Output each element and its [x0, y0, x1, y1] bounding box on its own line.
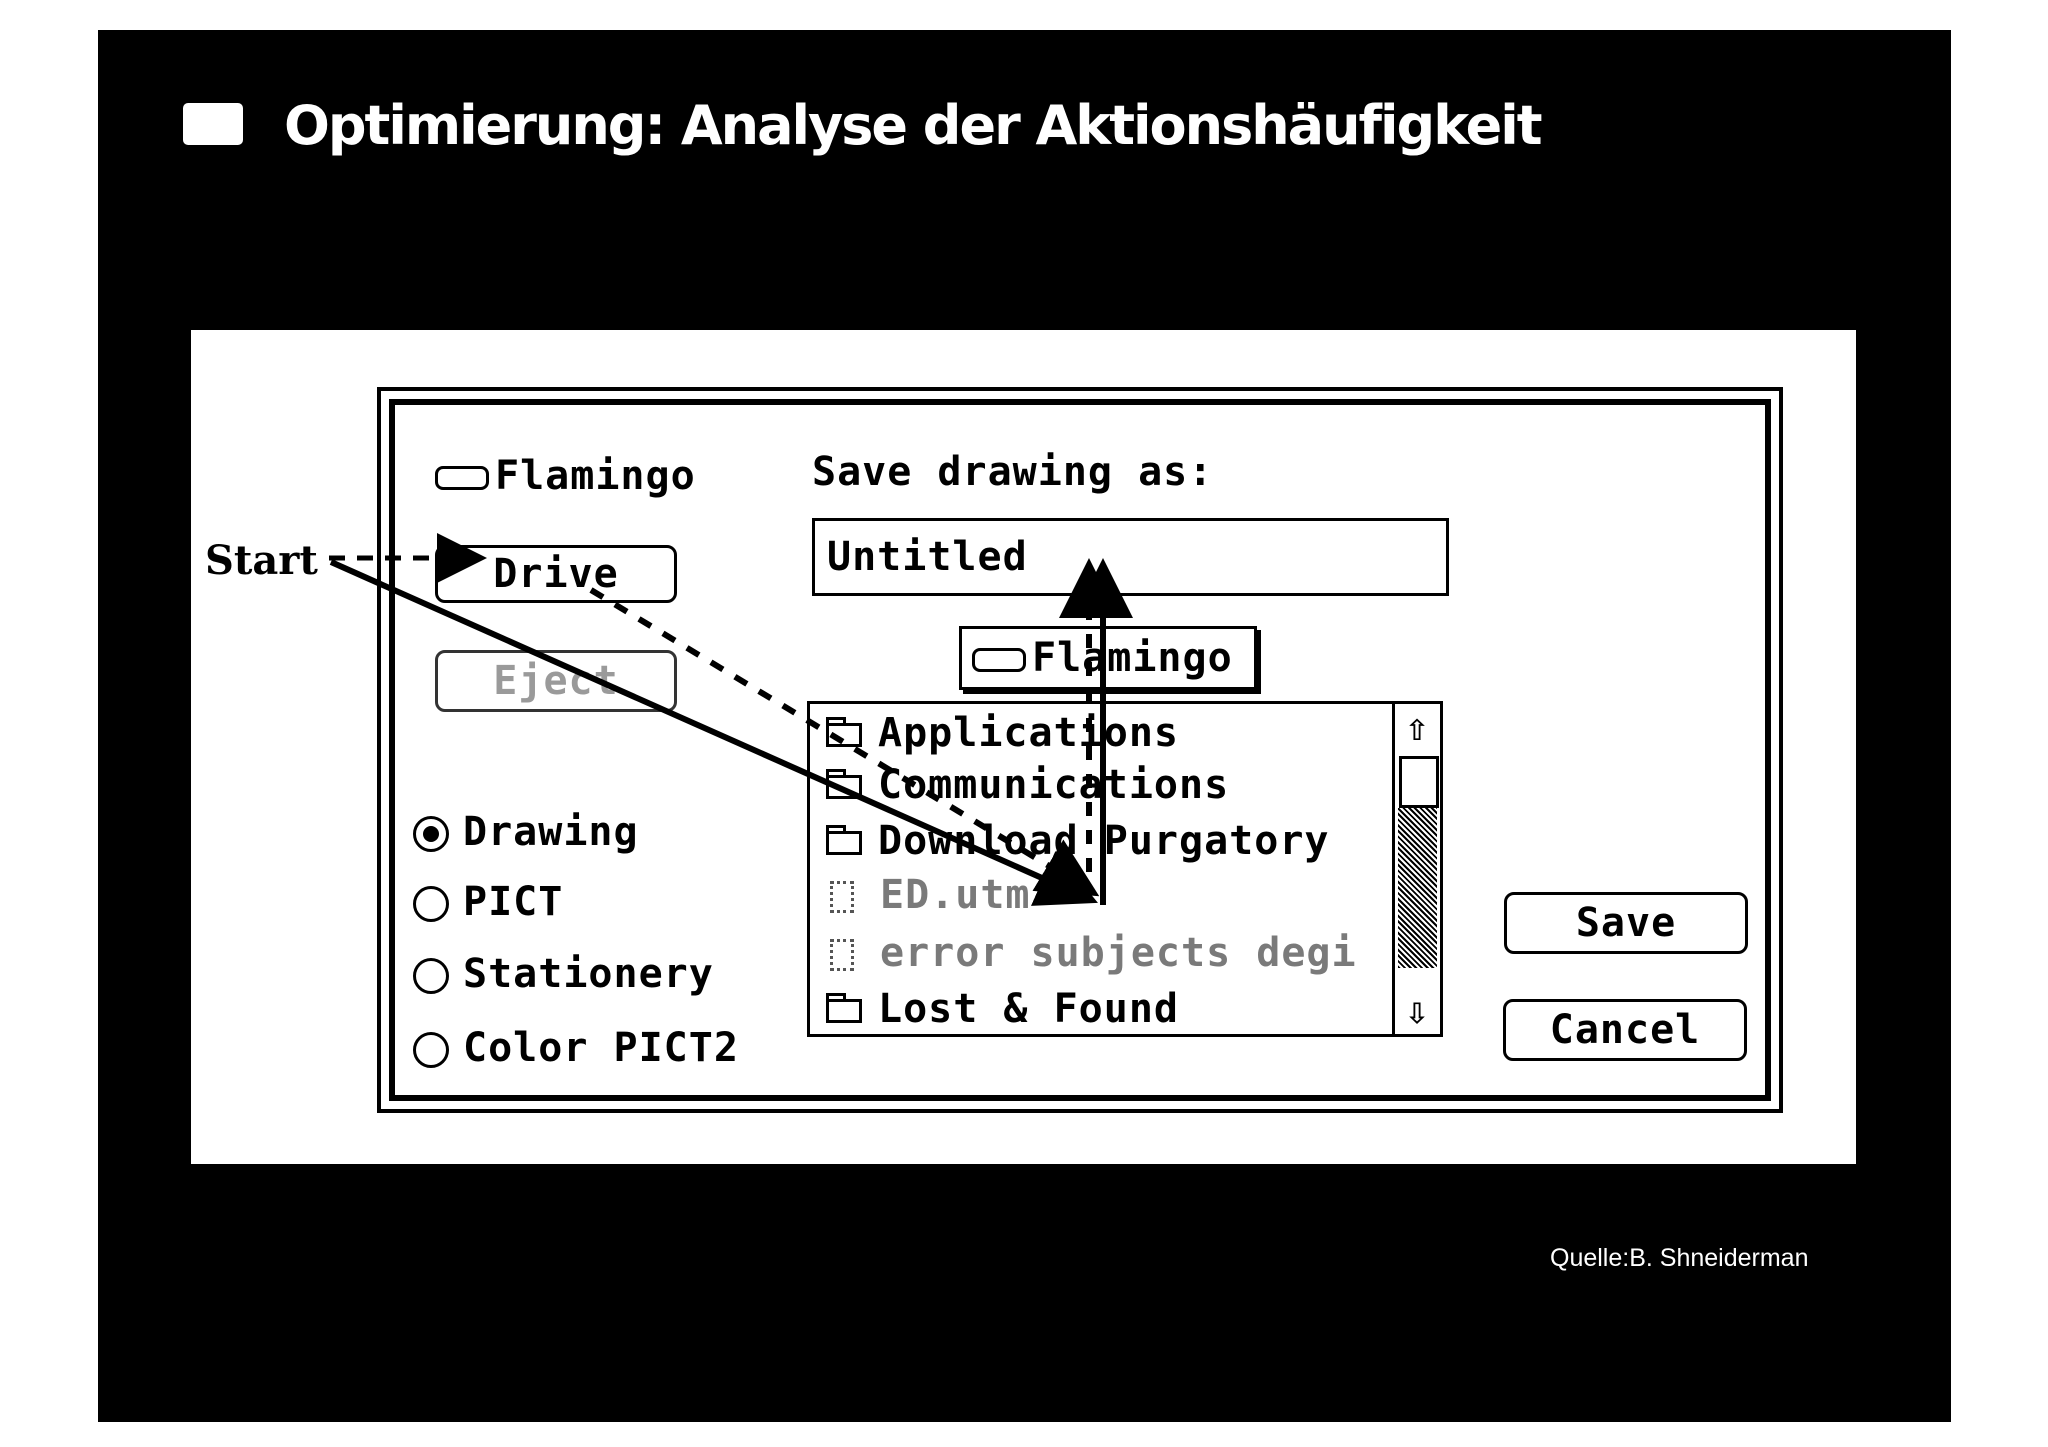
list-item-label: Communications — [878, 762, 1230, 808]
list-item-label: Download Purgatory — [878, 818, 1330, 864]
eject-button[interactable]: Eject — [435, 650, 677, 712]
scroll-up-arrow-icon[interactable]: ⇧ — [1405, 705, 1430, 749]
volume-name: Flamingo — [495, 453, 696, 499]
figure-panel — [191, 330, 1856, 1164]
save-prompt: Save drawing as: — [812, 449, 1214, 495]
format-option-label: Stationery — [463, 951, 714, 997]
format-option-label: Drawing — [463, 809, 639, 855]
slide-title: Optimierung: Analyse der Aktionshäufigkeit — [284, 94, 1541, 157]
filename-field[interactable]: Untitled — [812, 518, 1449, 596]
cancel-button[interactable]: Cancel — [1503, 999, 1747, 1061]
save-button[interactable]: Save — [1504, 892, 1748, 954]
list-item-label: ED.utm — [880, 872, 1031, 918]
source-credit: Quelle:B. Shneiderman — [1550, 1244, 1809, 1272]
solid-path-to-list — [331, 562, 1087, 898]
start-label: Start — [205, 537, 318, 584]
list-item-label: Applications — [878, 710, 1179, 756]
slide — [98, 30, 1951, 1422]
format-option-label: Color PICT2 — [463, 1025, 739, 1071]
action-path-overlay — [191, 330, 1856, 1164]
scroll-down-arrow-icon[interactable]: ⇩ — [1405, 989, 1430, 1033]
list-item-label: Lost & Found — [878, 986, 1179, 1032]
drive-button[interactable]: Drive — [435, 545, 677, 603]
list-item-label: error subjects degi — [880, 930, 1357, 976]
dashed-path-to-list — [591, 590, 1089, 890]
title-bullet — [183, 103, 243, 145]
folder-popup-label: Flamingo — [1032, 635, 1233, 681]
format-option-label: PICT — [463, 879, 564, 925]
